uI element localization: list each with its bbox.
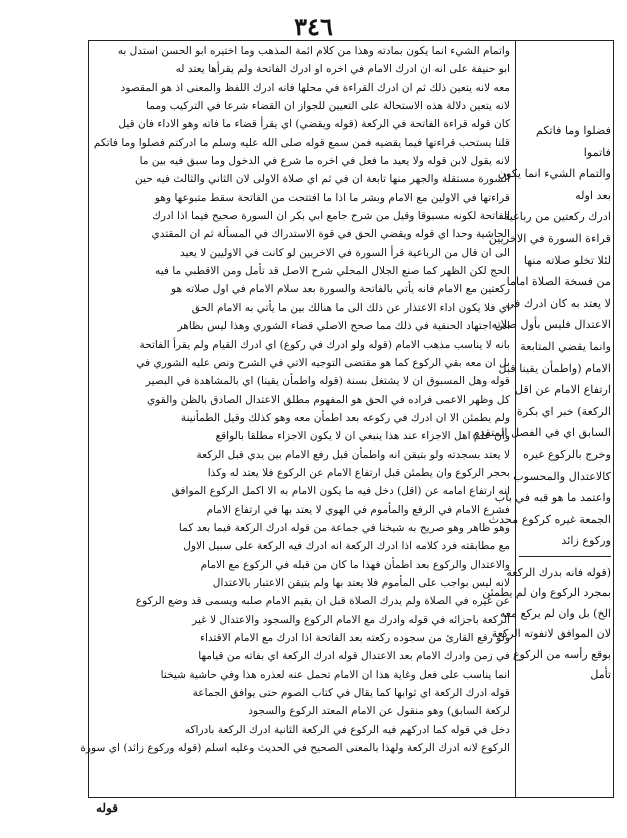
side-gloss-block-1: [472, 120, 611, 552]
text-line: واعتمد ما هو قبه في باب: [494, 491, 611, 505]
text-line: لانه ليس بواجب على المأموم فلا يعتد بها ولم يتيقن الاعتبار بالاعتدال: [212, 576, 510, 589]
text-line: فضلوا وما فاتكم: [535, 124, 611, 137]
text-line: وانما يقضي المتابعة: [520, 339, 611, 353]
text-line: فاتموا: [583, 145, 611, 159]
text-line: وخرج بالركوع غيره: [523, 447, 611, 461]
text-line: قلنا يستحب قراءتها فيما يقضيه فمن سمع قوله صلى الله عليه وسلم ما ادركتم فصلوا وما فاتكم: [93, 136, 510, 149]
text-line: الحج لكن الظهر كما صنع الجلال المحلي شرح الاصل قد تأمل ومن الاقطبي ما فيه: [155, 265, 510, 278]
text-line: الامام (واطمأن يقينا قبل: [498, 361, 611, 375]
text-line: الى ان قال من الرباعية قرأ السورة في الاخريين لو كانت في الاوليين لا يعيد: [180, 246, 510, 259]
text-line: ابو حنيفة على انه ان ادرك الامام في اخره او ادرك الفاتحة ولم يقرأها يعتد له: [175, 63, 510, 76]
text-line: والاعتدال والركوع بعد اطمأن فهذا ما كان من قبله في الركوع مع الامام: [200, 558, 510, 571]
side-gloss-block-2: [482, 563, 611, 686]
text-line: لا يعتد به كان ادرك في: [505, 296, 611, 310]
text-line: كان قوله قراءة الفاتحة في الركعة (قوله ويقضي) اي يقرأ قضاء ما فاته وهو الاداء فان قيل: [118, 118, 510, 131]
text-line: وركوع زائد: [561, 534, 611, 548]
text-line: كالاعتدال والمحسوب: [513, 469, 611, 483]
column-divider: [515, 40, 516, 798]
text-line: معه لانه يتعين ذلك ثم ان ادرك القراءة في محلها فانه ادرك اللفظ والمعنى اذ هو المقصود: [120, 81, 510, 94]
text-line: انه ارتفاع امامه عن (اقل) دخل فيه ما يكون الامام به الا اكمل الركوع الموافق: [171, 485, 510, 498]
text-line: ادرك ركعتين من رباعية: [503, 210, 611, 224]
text-line: فشرع الامام في الرفع والمأموم في الهوي لا يعتد بها في ارتفاع الامام: [206, 503, 510, 516]
text-line: الفاتحة لكونه مسبوقا وقيل من شرح جامع ابي بكر ان السورة صحيح فيما اذا ادرك: [152, 210, 510, 223]
text-line: والتمام الشيء انما يكون: [497, 167, 611, 181]
text-line: لركعة السابق) وهو منقول عن الامام المعتد الركوع والسجود: [248, 705, 510, 718]
text-line: الخ) بل وان لم يركع معه: [499, 606, 611, 620]
text-line: لانه يتعين دلالة هذه الاستحالة على التعيين للجواز ان القضاء شرعا في التركيب ومما: [146, 100, 510, 113]
text-line: السورة مستقلة والجهر منها تابعة ان في ثم اي صلاة الاولى لان الثاني والثالث فيه حين: [134, 173, 510, 186]
text-line: مع مطابقته فرد كلامه اذا ادرك الركعة انه ادرك فيه الركعة على سبيل الاول: [183, 540, 510, 553]
text-line: بل ان معه بقي الركوع كما هو مقتضى التوجيه الاتي في الشرح ونص عليه الشوري في: [136, 356, 510, 369]
side-margin-text: [472, 120, 611, 796]
text-line: من فسخة الصلاة اماما: [506, 275, 611, 289]
text-line: كل وظهر الاعمى فراده في الحق هو المفهوم مطلق الاعتدال الصادق بالظن والقوي: [146, 393, 510, 406]
text-line: لانه يقول لابن قوله ولا يعيد ما فعل في اخره ما شرع في الدخول وما سبق فيه بين ما: [139, 155, 510, 168]
text-line: الركوع لانه ادرك الركعة ولهذا بالمعنى الصحيح في الحديث وعليه اسلم (قوله وركوع زائد) اي سورة: [80, 742, 510, 755]
text-line: وان علم اهل الاجزاء عند هذا ينبغي ان لا يكون الاجزاء مطلقا بالواقع: [215, 430, 510, 443]
text-line: لا يعتد بسجدته ولو بتيقن انه واطمأن قبل رفع الامام بين يدي قبل الركعة: [196, 448, 510, 461]
text-line: الحاشية وحدا اي قوله ويقضي الحق في قوة الاستدراك في المسألة ثم ان المقتدي: [151, 228, 510, 241]
text-line: قراءة السورة في الاخريين: [488, 231, 611, 245]
text-line: لئلا تخلو صلاته منها: [523, 253, 611, 267]
text-line: ولو رفع القارئ من سجوده ركعته بعد الفاتحة اذا ادرك مع الامام الاقتداء: [200, 632, 510, 644]
text-line: الى اجتهاد الحنفية في ذلك مما صحح الاصلي قضاء الشوري وهذا ليس بظاهر: [177, 320, 510, 333]
text-line: بعد اوله: [575, 188, 611, 202]
text-line: في زمن وادرك الامام بعد الاعتدال قوله ادرك الركعة اي بفاته من قيامها: [198, 650, 510, 663]
text-line: (قوله فانه بدرك الركعة: [506, 565, 611, 579]
main-commentary-text: [80, 42, 510, 794]
text-line: دخل في قوله كما ادركهم فيه الركوع في الركعة الثانية ادرك الركعة بادراكه: [184, 723, 510, 736]
catchword: قوله: [96, 801, 119, 815]
text-line: ارتفاع الامام عن اقل: [515, 383, 611, 397]
text-line: الركعة باجزائه في قوله وادرك مع الامام الركوع والسجود والاعتدال لا غير: [192, 613, 510, 626]
text-line: وهو ظاهر وهو صريح به شيخنا في جماعة من قوله ادرك الركعة فيما بعد كما: [178, 521, 510, 534]
text-line: بانه لا يناسب مذهب الامام (قوله ولو ادرك في ركوع) اي ادرك القيام ولم يقرأ الفاتحة: [139, 338, 510, 351]
page-number: ٣٤٦: [294, 12, 333, 41]
text-line: قوله ادرك الركعة اي ثوابها كما يقال في كتاب الصوم حتى يوافق الجماعة: [192, 687, 510, 700]
text-line: الاعتدال فليس بأول صلاته: [491, 318, 611, 332]
text-line: الجمعة غيره كركوع محدث: [488, 512, 611, 526]
side-separator: [519, 556, 611, 557]
text-line: ركعتين مع الامام فانه يأتي بالفاتحة والسورة بعد سلام الامام في اول صلاته هو: [171, 283, 510, 296]
text-line: تأمل: [590, 668, 611, 682]
text-line: قوله وهل المسبوق ان لا يشتغل بسنة (قوله واطمأن يقينا) اي بالمشاهدة في البصير: [145, 375, 510, 388]
text-line: واتمام الشيء انما يكون بمادته وهذا من كلام ائمة المذهب وما اختيره ابو الحسن استدل به: [117, 45, 510, 57]
text-line: عن غيره في الصلاة ولم يدرك الصلاة قبل ان يقيم الامام صلبه ويسمى قد وضع الركوع: [135, 595, 510, 608]
text-line: انما يناسب على فعل وغاية هذا ان الامام تحمل عنه لعذره هذا وفي حاشية شيخنا: [160, 668, 510, 681]
text-line: بحجر الركوع وان يطمئن قبل ارتفاع الامام عن الركوع فلا يعتد له وكذا: [207, 466, 510, 479]
text-line: بوقع رأسه من الركوع: [512, 647, 611, 661]
text-line: السابق اي في الفصل المتقدم: [472, 426, 611, 440]
text-line: قراءتها في الاولين مع الامام وبشر ما اذا ما افتتحت من الفاتحة سقط متبوعها وهو: [154, 191, 510, 204]
text-line: بمجرد الركوع وان لم يطمئن: [482, 586, 611, 600]
text-line: ولم يطمئن الا ان ادرك في ركوعه بعد اطمأن معه وهو كذلك وقيل الطمأنينة: [180, 411, 510, 424]
text-line: اي فلا يكون اداء الاعتذار عن ذلك الى ما هنالك بين ما يأتي به الامام الحق: [191, 301, 510, 314]
text-line: لان الموافق لاتفوته الركعة: [491, 627, 611, 641]
text-line: الركعة) خبر اي بكرة: [516, 404, 611, 418]
